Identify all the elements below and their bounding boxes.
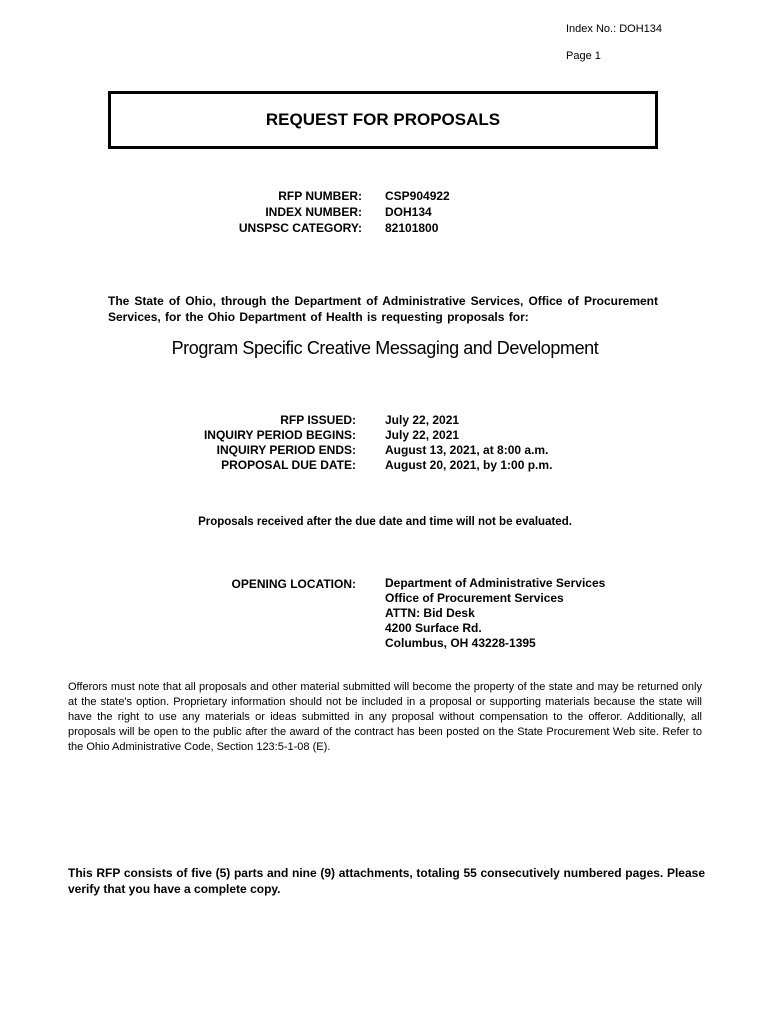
opening-address bbox=[385, 576, 605, 651]
address-line: 4200 Surface Rd. bbox=[385, 621, 482, 635]
date-values bbox=[385, 413, 552, 473]
rfp-number-label: RFP NUMBER: bbox=[278, 189, 362, 203]
index-number-value: DOH134 bbox=[385, 205, 432, 219]
address-line: ATTN: Bid Desk bbox=[385, 606, 475, 620]
title-box bbox=[108, 91, 658, 149]
address-line: Department of Administrative Services bbox=[385, 576, 606, 590]
inquiry-ends-value: August 13, 2021, at 8:00 a.m. bbox=[385, 443, 549, 457]
page-number: Page 1 bbox=[566, 50, 601, 62]
rfp-number-value: CSP904922 bbox=[385, 189, 450, 203]
intro-paragraph: The State of Ohio, through the Department of Administrative Services, Office of Procurement Services, for the Ohio Department of Health is requesting proposals for: bbox=[108, 294, 658, 324]
proposal-due-value: August 20, 2021, by 1:00 p.m. bbox=[385, 458, 553, 472]
opening-location-label: OPENING LOCATION: bbox=[231, 577, 356, 591]
address-line: Office of Procurement Services bbox=[385, 591, 564, 605]
offerors-notice: Offerors must note that all proposals and other material submitted will become the property of the state and may be returned only at the state's option. Proprietary information should not be included in a proposal or supporting materials because the state will have the right to use any materials or ideas submitted in any proposal without compensation to the offeror. Additionally, all proposals will be open to the public after the award of the contract has been posted on the State Procurement Web site. Refer to the Ohio Administrative Code, Section 123:5-1-08 (E). bbox=[68, 681, 702, 753]
rfp-issued-label: RFP ISSUED: bbox=[280, 413, 356, 427]
rfp-info-values bbox=[385, 188, 450, 236]
proposal-due-label: PROPOSAL DUE DATE: bbox=[221, 458, 356, 472]
unspsc-category-value: 82101800 bbox=[385, 221, 439, 235]
late-proposal-notice: Proposals received after the due date and time will not be evaluated. bbox=[198, 516, 572, 528]
document-title: REQUEST FOR PROPOSALS bbox=[265, 110, 501, 129]
address-line: Columbus, OH 43228-1395 bbox=[385, 636, 536, 650]
index-number-header: Index No.: DOH134 bbox=[566, 23, 662, 35]
rfp-parts-notice: This RFP consists of five (5) parts and nine (9) attachments, totaling 55 consecutively numbered pages. Please verify that you have a complete copy. bbox=[68, 866, 705, 896]
unspsc-category-label: UNSPSC CATEGORY: bbox=[238, 221, 362, 235]
index-number-label: INDEX NUMBER: bbox=[265, 205, 362, 219]
rfp-info-labels bbox=[239, 188, 362, 236]
date-labels bbox=[204, 413, 356, 473]
inquiry-begins-label: INQUIRY PERIOD BEGINS: bbox=[203, 428, 356, 442]
inquiry-begins-value: July 22, 2021 bbox=[385, 428, 460, 442]
program-title: Program Specific Creative Messaging and Development bbox=[171, 338, 599, 358]
rfp-issued-value: July 22, 2021 bbox=[385, 413, 460, 427]
inquiry-ends-label: INQUIRY PERIOD ENDS: bbox=[216, 443, 356, 457]
